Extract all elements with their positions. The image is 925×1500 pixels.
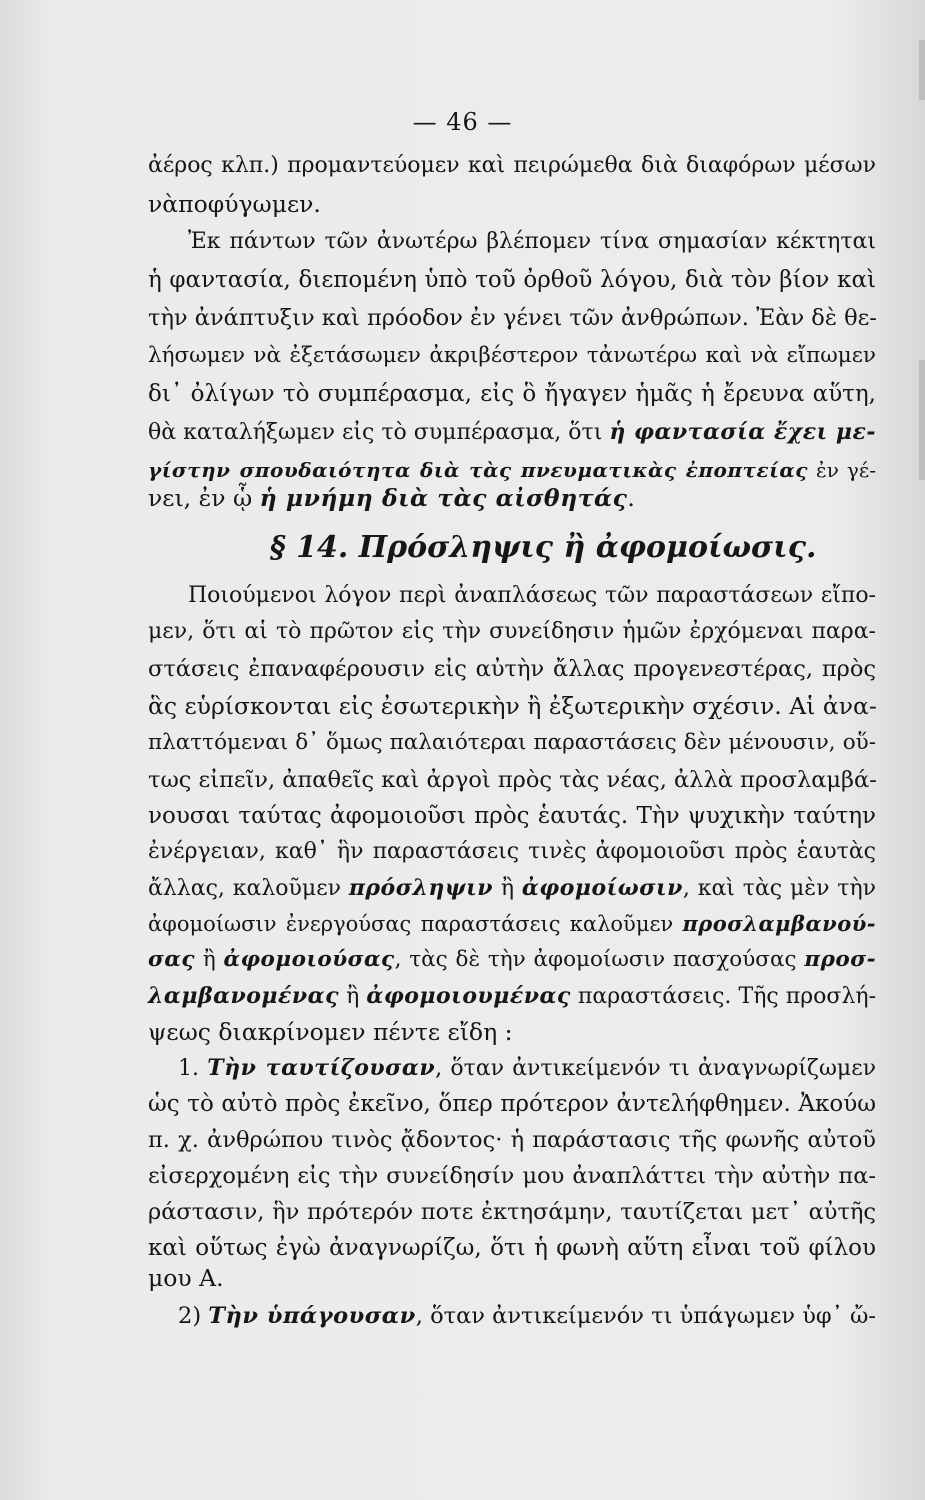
emphasized-text: Τὴν ταυτίζουσαν: [207, 1055, 436, 1081]
text-line: [148, 1016, 876, 1050]
text-span: στάσεις ἐπαναφέρουσιν εἰς αὐτὴν ἄλλας προγενεστέρας, πρὸς: [148, 656, 876, 682]
text-span: ψεως διακρίνομεν πέντε εἴδη :: [148, 1018, 513, 1046]
text-line: [148, 944, 876, 978]
text-line: [148, 908, 876, 942]
text-line: [148, 764, 876, 798]
text-span: ἀέρος κλπ.) προμαντεύομεν καὶ πειρώμεθα διὰ διαφόρων μέσων: [148, 153, 876, 178]
text-span: ράστασιν, ἣν πρότερόν ποτε ἐκτησάμην, ταυτίζεται μετ᾿ αὐτῆς: [148, 1199, 876, 1225]
text-span: καὶ οὕτως ἐγὼ ἀναγνωρίζω, ὅτι ἡ φωνὴ αὕτη εἶναι τοῦ φίλου: [148, 1235, 876, 1261]
emphasized-text: πρόσληψιν: [348, 875, 493, 901]
text-line: [148, 1232, 876, 1266]
text-line: [148, 872, 876, 906]
text-line: [178, 1052, 876, 1086]
text-line: [148, 1160, 876, 1194]
text-span: νει, ἐν ᾧ: [148, 484, 260, 512]
emphasized-text: λαμβανομένας: [148, 983, 340, 1009]
text-span: τως εἰπεῖν, ἀπαθεῖς καὶ ἀργοὶ πρὸς τὰς νέας, ἀλλὰ προσλαμβά-: [148, 767, 877, 793]
text-span: νὰποφύγωμεν.: [148, 190, 321, 218]
text-line: [148, 302, 876, 336]
text-span: ἐνέργειαν, καθ᾿ ἣν παραστάσεις τινὲς ἀφομοιοῦσι πρὸς ἑαυτὰς: [148, 839, 876, 864]
text-line: [148, 836, 876, 870]
text-span: θὰ καταλήξωμεν εἰς τὸ συμπέρασμα, ὅτι: [148, 420, 610, 445]
emphasized-text: σας: [148, 947, 195, 972]
text-line: [148, 264, 876, 298]
text-line: [148, 653, 876, 687]
emphasized-text: ἡ φαντασία ἔχει με-: [609, 419, 877, 445]
text-line: [148, 188, 876, 222]
text-span: ἄλλας, καλοῦμεν: [148, 876, 349, 901]
text-span: νουσαι ταύτας ἀφομοιοῦσι πρὸς ἑαυτάς. Τὴν ψυχικὴν ταύτην: [148, 803, 876, 829]
text-span: μου Α.: [148, 1264, 224, 1292]
text-span: , ὅταν ἀντικείμενόν τι ἀναγνωρίζωμεν: [435, 1056, 876, 1081]
text-line: [148, 690, 876, 724]
page-number: — 46 —: [412, 108, 513, 136]
text-span: ἃς εὑρίσκονται εἰς ἐσωτερικὴν ἢ ἐξωτερικὴν σχέσιν. Αἱ ἀνα-: [148, 692, 877, 720]
text-span: δι᾿ ὀλίγων τὸ συμπέρασμα, εἰς ὃ ἤγαγεν ἡμᾶς ἡ ἔρευνα αὕτη,: [148, 381, 876, 407]
text-line: [178, 1300, 876, 1334]
text-span: παραστάσεις. Τῆς προσλή-: [570, 984, 877, 1009]
emphasized-text: προσλαμβανού-: [682, 911, 876, 936]
text-span: 1.: [178, 1056, 208, 1081]
text-span: ἢ: [339, 984, 367, 1009]
text-span: ἀφομοίωσιν ἐνεργούσας παραστάσεις καλοῦμεν: [148, 912, 683, 936]
text-line: [148, 1262, 876, 1296]
emphasized-text: ἀφομοιούσας: [223, 947, 395, 972]
text-line: [148, 616, 876, 650]
emphasized-text: ἀφομοιουμένας: [366, 983, 571, 1009]
text-line: [148, 980, 876, 1014]
text-line: [148, 727, 876, 761]
text-line: [148, 150, 876, 184]
text-line: [148, 1124, 876, 1158]
text-span: ἐν γέ-: [807, 458, 876, 482]
text-line: [148, 378, 876, 412]
text-span: ὡς τὸ αὐτὸ πρὸς ἐκεῖνο, ὅπερ πρότερον ἀντελήφθημεν. Ἀκούω: [148, 1091, 876, 1117]
text-line: [148, 1196, 876, 1230]
text-span: 2): [178, 1303, 209, 1329]
emphasized-text: γίστην σπουδαιότητα διὰ τὰς πνευματικὰς ἐποπτείας: [148, 458, 808, 482]
text-line: [188, 226, 876, 260]
page-edge-mark: [919, 360, 925, 480]
text-span: Ποιούμενοι λόγον περὶ ἀναπλάσεως τῶν παραστάσεων εἴπο-: [188, 583, 876, 608]
text-span: μεν, ὅτι αἱ τὸ πρῶτον εἰς τὴν συνείδησιν ἡμῶν ἐρχόμεναι παρα-: [148, 619, 876, 644]
text-line: [188, 580, 876, 614]
text-span: τὴν ἀνάπτυξιν καὶ πρόοδον ἐν γένει τῶν ἀνθρώπων. Ἐὰν δὲ θε-: [148, 305, 877, 331]
text-span: ἢ: [493, 876, 522, 901]
text-span: π. χ. ἀνθρώπου τινὸς ᾄδοντος· ἡ παράστασις τῆς φωνῆς αὐτοῦ: [148, 1127, 876, 1153]
text-span: ἢ: [195, 947, 224, 972]
text-span: , ὅταν ἀντικείμενόν τι ὑπάγωμεν ὑφ᾿ ὤ-: [415, 1303, 877, 1329]
emphasized-text: ἡ μνήμη διὰ τὰς αἰσθητάς: [259, 484, 628, 512]
text-line: [148, 1088, 876, 1122]
text-span: πλαττόμεναι δ᾿ ὅμως παλαιότεραι παραστάσεις δὲν μένουσιν, οὕ-: [148, 730, 876, 755]
text-line: [148, 800, 876, 834]
text-line: [148, 340, 876, 374]
emphasized-text: Τὴν ὑπάγουσαν: [208, 1303, 416, 1329]
text-span: λήσωμεν νὰ ἐξετάσωμεν ἀκριβέστερον τἀνωτέρω καὶ νὰ εἴπωμεν: [148, 343, 876, 368]
page-edge-mark: [919, 40, 925, 100]
text-span: Ἐκ πάντων τῶν ἀνωτέρω βλέπομεν τίνα σημασίαν κέκτηται: [188, 229, 876, 254]
emphasized-text: προσ-: [804, 947, 876, 972]
text-line: [148, 416, 876, 450]
section-heading: § 14. Πρόσληψις ἢ ἀφομοίωσις.: [270, 530, 817, 565]
text-span: , καὶ τὰς μὲν τὴν: [682, 876, 876, 901]
text-span: ἡ φαντασία, διεπομένη ὑπὸ τοῦ ὀρθοῦ λόγου, διὰ τὸν βίον καὶ: [148, 267, 876, 293]
text-span: , τὰς δὲ τὴν ἀφομοίωσιν πασχούσας: [394, 947, 805, 972]
emphasized-text: ἀφομοίωσιν: [521, 875, 683, 901]
text-span: .: [627, 484, 635, 512]
text-line: [148, 482, 876, 516]
text-span: εἰσερχομένη εἰς τὴν συνείδησίν μου ἀναπλάττει τὴν αὐτὴν πα-: [148, 1163, 876, 1189]
